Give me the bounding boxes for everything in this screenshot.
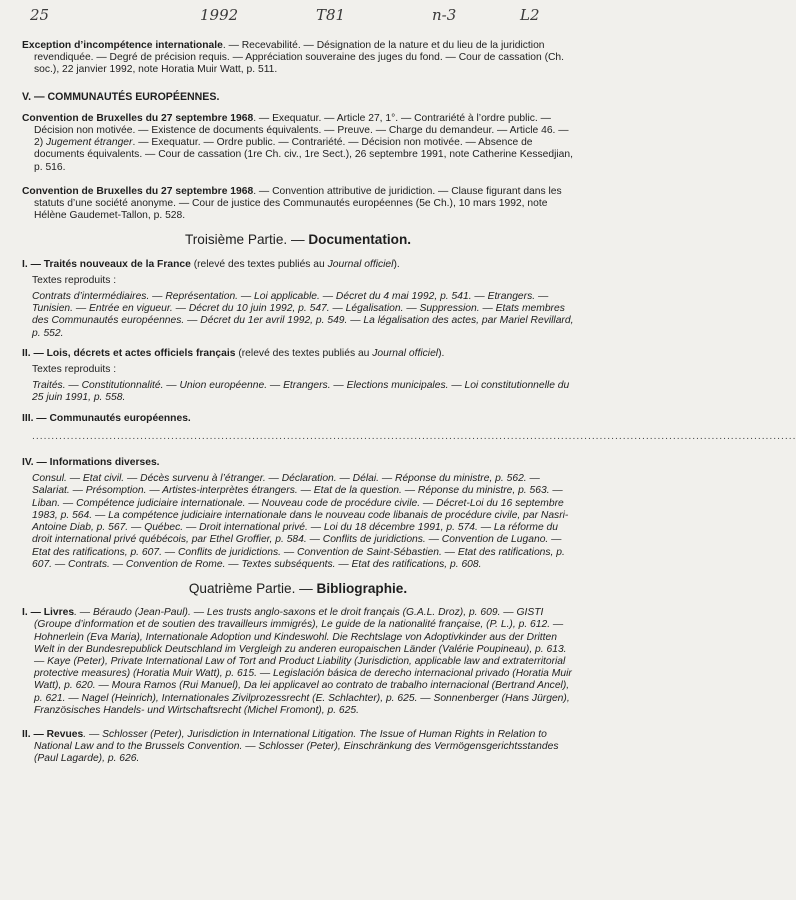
- subsection-note-close: ).: [393, 258, 400, 270]
- bib-books: [22, 607, 574, 717]
- entry-convention-1: [22, 113, 574, 174]
- page-content: [22, 40, 796, 770]
- dotted-leader: ......................................................................................................................................................................................................: [32, 430, 796, 442]
- journal-name: Journal officiel: [372, 347, 439, 359]
- handwritten-note: 25: [30, 6, 50, 24]
- part-heading: [22, 580, 574, 596]
- part-title: Documentation.: [308, 232, 412, 248]
- handwritten-note: L2: [520, 6, 540, 24]
- handwritten-note: T81: [316, 6, 346, 24]
- entry-title: Convention de Bruxelles du 27 septembre 1968: [22, 185, 254, 197]
- entry-text: . — Recevabilité. — Désignation de la nature et du lieu de la juridiction revendiquée. — Degré de précision requis. — Appréciation souveraine des juges du fond. — Cour de cassation (Ch. soc.), 22 janvier 1992, note Horatia Muir Watt, p. 511.: [34, 40, 565, 76]
- doc-body: Consul. — Etat civil. — Décès survenu à l’étranger. — Déclaration. — Délai. — Réponse du ministre, p. 562. — Salariat. — Présomption. — Artistes-interprètes étrangers. — Etat de la question. — Réponse du ministre, p. 563. — Liban. — Compétence judiciaire internationale. — Nouveau code de procédure civile. — Décret-Loi du 16 septembre 1983, p. 564. — La compétence judiciaire internationale dans le nouveau code libanais de procédure civile, par Nasri-Antoine Diab, p. 567. — Québec. — Droit international privé. — Loi du 18 décembre 1991, p. 574. — La réforme du droit international privé québécois, par Ethel Groffier, p. 584. — Conflits de juridictions. — Convention de Lugano. — Etat des ratifications, p. 607. — Conflits de juridictions. — Convention de Saint-Sébastien. — Etat des ratifications, p. 607. — Contrats. — Convention de Rome. — Textes subséquents. — Etat des ratifications, p. 608.: [32, 473, 569, 570]
- entry-title: Convention de Bruxelles du 27 septembre 1968: [22, 112, 254, 124]
- subsection-heading: II. — Revues: [22, 728, 84, 740]
- bib-body: . — Schlosser (Peter), Jurisdiction in International Litigation. The Issue of Human Rights in Relation to National Law and to the Brussels Convention. — Schlosser (Peter), Einschränkung des Vermögensgerichtsstandes (Paul Lagarde), p. 626.: [34, 728, 559, 765]
- journal-name: Journal officiel: [327, 258, 394, 270]
- entry-text: . — Convention attributive de juridiction. — Clause figurant dans les statuts d’une société anonyme. — Cour de justice des Communautés européennes (5e Ch.), 10 mars 1992, note Hélène Gaudemet-Tallon, p. 528.: [34, 185, 562, 222]
- doc-section-1: [22, 259, 574, 271]
- subsection-heading: III. — Communautés européennes.: [22, 412, 191, 424]
- textes-label: Textes reproduits :: [32, 364, 117, 376]
- handwritten-note: 1992: [200, 6, 239, 24]
- section-heading: V. — COMMUNAUTÉS EUROPÉENNES.: [22, 90, 220, 103]
- doc-body: Contrats d’intermédiaires. — Représentation. — Loi applicable. — Décret du 4 mai 1992, p. 541. — Etrangers. — Tunisien. — Entrée en vigueur. — Décret du 10 juin 1992, p. 547. — Légalisation. — Suppression. — Etats membres des Communautés européennes. — Décret du 1er avril 1992, p. 549. — La légalisation des actes, par Mariel Revillard, p. 552.: [32, 291, 574, 339]
- entry-text-italic: Jugement étranger: [46, 137, 133, 149]
- textes-label: Textes reproduits :: [32, 274, 117, 286]
- part-heading: [22, 234, 574, 246]
- entry-text: . — Exequatur. — Article 27, 1°. — Contrariété à l’ordre public. — Décision non motivée. — Existence de documents équivalents. — Preuve. — Charge du demandeur. — Article 46. — 2): [34, 112, 569, 149]
- subsection-heading: I. — Livres: [22, 607, 75, 619]
- part-title: Bibliographie.: [316, 580, 408, 596]
- subsection-note: (relevé des textes publiés au: [235, 347, 373, 359]
- doc-section-2: [22, 348, 574, 360]
- subsection-heading: II. — Lois, décrets et actes officiels français: [22, 347, 236, 359]
- part-prefix: Troisième Partie. —: [184, 232, 309, 248]
- doc-body: Traités. — Constitutionnalité. — Union européenne. — Etrangers. — Elections municipales. — Loi constitutionnelle du 25 juin 1991, p. 558.: [32, 380, 570, 404]
- bib-journals: [22, 729, 574, 766]
- handwritten-note: n-3: [432, 6, 457, 24]
- subsection-heading: IV. — Informations diverses.: [22, 457, 160, 469]
- part-prefix: Quatrième Partie. —: [188, 580, 317, 596]
- subsection-heading: I. — Traités nouveaux de la France: [22, 258, 191, 270]
- entry-convention-2: [22, 186, 574, 223]
- entry-exception: [22, 40, 574, 77]
- entry-text: . — Exequatur. — Ordre public. — Contrariété. — Décision non motivée. — Absence de documents équivalents. — Cour de cassation (1re Ch. civ., 1re Sect.), 26 septembre 1991, note Catherine Kessedjian, p. 516.: [34, 137, 573, 173]
- entry-title: Exception d’incompétence internationale: [22, 40, 223, 51]
- subsection-note: (relevé des textes publiés au: [190, 258, 328, 270]
- bib-body: . — Béraudo (Jean-Paul). — Les trusts anglo-saxons et le droit français (G.A.L. Droz), p. 609. — GISTI (Groupe d’information et de soutien des travailleurs immigrés), Le guide de la nationalité française, (P. L.), p. 612. — Hohnerlein (Eva Maria), Internationale Adoption und Kindeswohl. Die Rechtslage von Adoptivkinder aus der Dritten Welt in der Bundesrepublick Deutschland im Vergleigh zu anderen europaischen Länder (Valérie Poupineau), p. 613. — Kaye (Peter), Private International Law of Tort and Product Liability (Jurisdiction, applicable law and extraterritorial protective measures) (Horatia Muir Watt), p. 615. — Legislación básica de derecho internacional privado (Horatia Muir Watt), p. 620. — Moura Ramos (Rui Manuel), Da lei applicavel ao contrato de trabalho internacional (Bertrand Ancel), p. 621. — Nagel (Heinrich), Internationales Zivilprozessrecht (E. Schlachter), p. 625. — Sonnenberger (Hans Jürgen), Französisches Handels- und Wirtschaftsrecht (Michel Fromont), p. 625.: [34, 607, 572, 716]
- subsection-note-close: ).: [438, 347, 445, 359]
